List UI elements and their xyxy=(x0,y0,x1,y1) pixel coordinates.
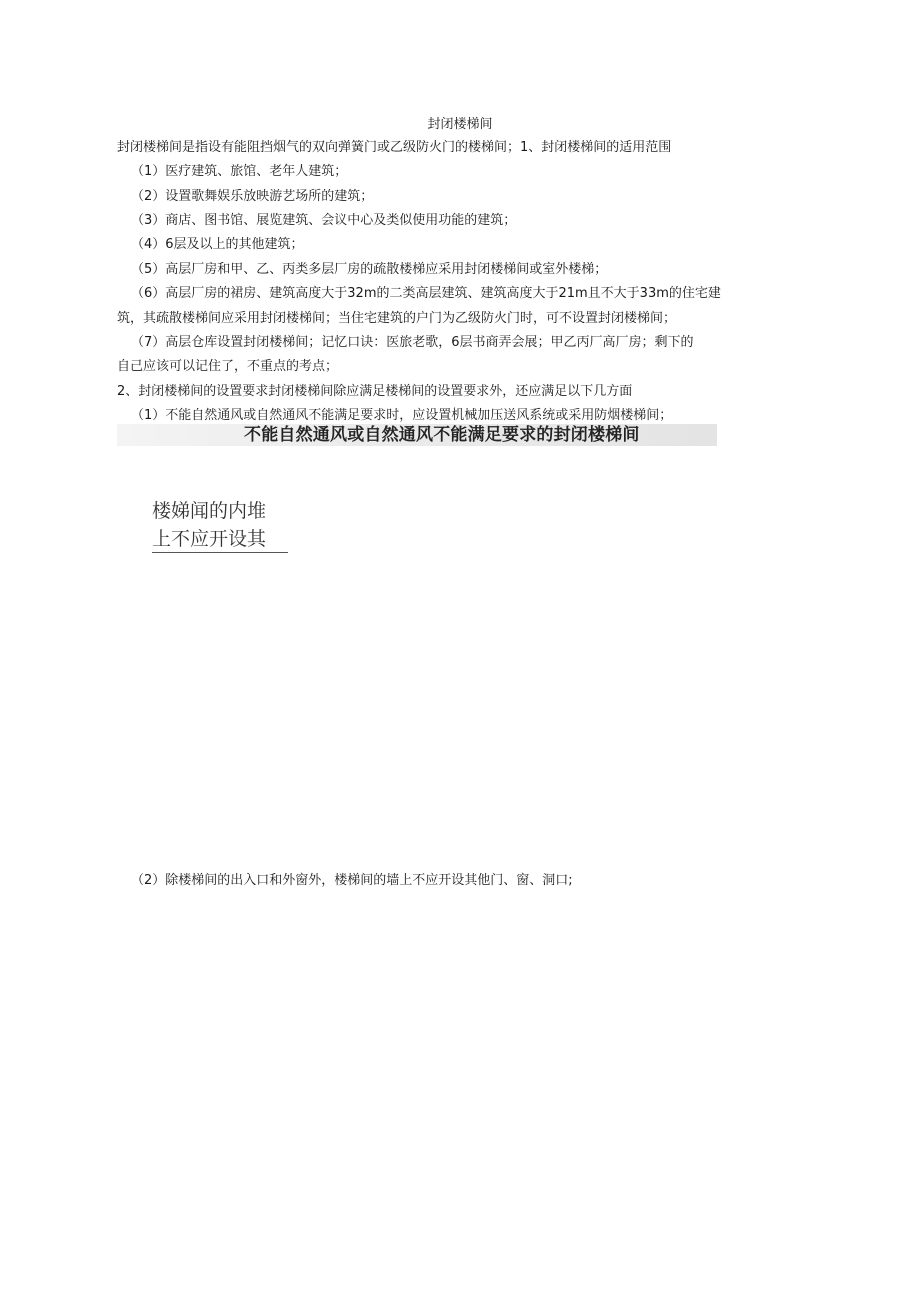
scope-item-7-continued: 自己应该可以记住了，不重点的考点； xyxy=(117,359,339,374)
scope-item-4: （4）6层及以上的其他建筑； xyxy=(131,237,304,252)
scope-item-6: （6）高层厂房的裙房、建筑高度大于32m的二类高层建筑、建筑高度大于21m且不大于33m的住宅建 xyxy=(131,286,721,301)
intro-paragraph: 封闭楼梯间是指设有能阻挡烟气的双向弹簧门或乙级防火门的楼梯间；1、封闭楼梯间的适用范围 xyxy=(117,140,672,155)
scope-item-6-continued: 筑，其疏散楼梯间应采用封闭楼梯间；当住宅建筑的户门为乙级防火门时，可不设置封闭楼梯间； xyxy=(117,311,677,326)
figure-label-line-1: 楼娣闻的内堆 xyxy=(152,500,267,522)
scope-item-2: （2）设置歌舞娱乐放映游艺场所的建筑； xyxy=(131,189,374,204)
figure-caption-strip xyxy=(117,424,717,446)
requirement-1: （1）不能自然通风或自然通风不能满足要求时，应设置机械加压送风系统或采用防烟楼梯间； xyxy=(131,408,673,423)
figure-caption: 不能自然通风或自然通风不能满足要求的封闭楼梯间 xyxy=(244,425,640,445)
page-title: 封闭楼梯间 xyxy=(427,117,493,132)
scope-item-3: （3）商店、图书馆、展览建筑、会议中心及类似使用功能的建筑； xyxy=(131,213,517,228)
figure-label-underline xyxy=(152,552,288,553)
section-2-heading: 2、封闭楼梯间的设置要求封闭楼梯间除应满足楼梯间的设置要求外，还应满足以下几方面 xyxy=(117,384,633,399)
figure-label-line-2: 上不应开设其 xyxy=(152,528,267,550)
requirement-2: （2）除楼梯间的出入口和外窗外，楼梯间的墙上不应开设其他门、窗、洞口; xyxy=(131,873,573,888)
scope-item-7: （7）高层仓库设置封闭楼梯间；记忆口诀：医旅老歌，6层书商弄会展；甲乙丙厂高厂房；剩下的 xyxy=(131,335,694,350)
scope-item-1: （1）医疗建筑、旅馆、老年人建筑； xyxy=(131,164,348,179)
scope-item-5: （5）高层厂房和甲、乙、丙类多层厂房的疏散楼梯应采用封闭楼梯间或室外楼梯； xyxy=(131,262,608,277)
